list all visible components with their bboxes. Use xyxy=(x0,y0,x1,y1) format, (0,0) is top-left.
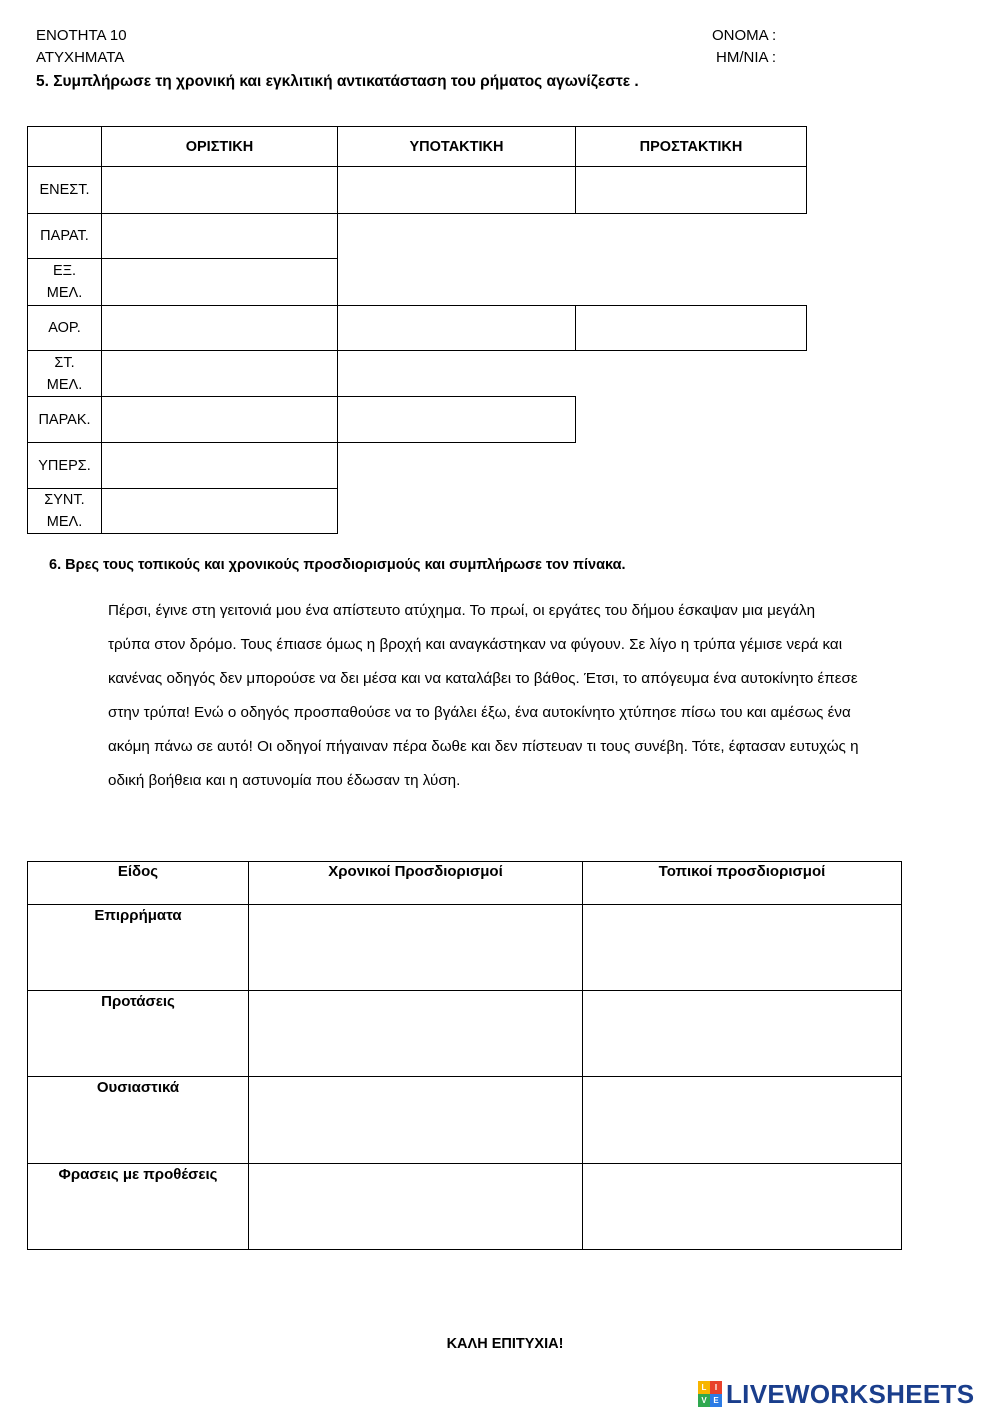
story-paragraph xyxy=(108,594,968,798)
answer-ex-mel-oristiki[interactable] xyxy=(102,259,337,305)
answer-protaseis-chronikoi[interactable] xyxy=(249,991,582,1076)
answer-ousiastika-topikoi[interactable] xyxy=(583,1077,901,1163)
topic-label: ΑΤΥΧΗΜΑΤΑ xyxy=(36,49,125,66)
answer-enest-oristiki[interactable] xyxy=(102,167,337,213)
unit-label: ΕΝΟΤΗΤΑ 10 xyxy=(36,27,127,44)
row-synt-mel-line1: ΣΥΝΤ. xyxy=(44,492,85,508)
col-chronikoi: Χρονικοί Προσδιορισμοί xyxy=(328,863,503,880)
good-luck-footer: ΚΑΛΗ ΕΠΙΤΥΧΙΑ! xyxy=(446,1336,564,1352)
answer-parat-oristiki[interactable] xyxy=(102,214,337,258)
answer-yperso-oristiki[interactable] xyxy=(102,443,337,488)
answer-fraseis-chronikoi[interactable] xyxy=(249,1164,582,1249)
story-line: κανένας οδηγός δεν μπορούσε να δει μέσα και να καταλάβει το βάθος. Έτσι, το απόγευμα ένα αυτοκίνητο έπεσε xyxy=(108,670,858,687)
answer-ousiastika-chronikoi[interactable] xyxy=(249,1077,582,1163)
row-yperso: ΥΠΕΡΣ. xyxy=(38,457,91,474)
logo-mark-icon: L I V E xyxy=(698,1381,722,1407)
liveworksheets-logo xyxy=(698,1378,974,1410)
answer-aor-oristiki[interactable] xyxy=(102,306,337,350)
col-ypotaktiki: ΥΠΟΤΑΚΤΙΚΗ xyxy=(409,138,504,155)
row-epirrimata: Επιρρήματα xyxy=(94,907,182,924)
row-ex-mel-line2: ΜΕΛ. xyxy=(46,285,83,301)
col-oristiki: ΟΡΙΣΤΙΚΗ xyxy=(185,138,254,155)
row-synt-mel-line2: ΜΕΛ. xyxy=(46,514,83,530)
exercise6-title: 6. Βρες τους τοπικούς και χρονικούς προσδιορισμούς και συμπλήρωσε τον πίνακα. xyxy=(49,557,626,573)
answer-enest-ypotaktiki[interactable] xyxy=(338,167,575,213)
exercise5-title: 5. Συμπλήρωσε τη χρονική και εγκλιτική αντικατάσταση του ρήματος αγωνίζεστε . xyxy=(36,73,639,90)
answer-epirrimata-topikoi[interactable] xyxy=(583,905,901,990)
row-parak: ΠΑΡΑΚ. xyxy=(38,411,91,428)
col-prostaktiki: ΠΡΟΣΤΑΚΤΙΚΗ xyxy=(639,138,743,155)
answer-parak-ypotaktiki[interactable] xyxy=(338,397,575,442)
logo-text: LIVEWORKSHEETS xyxy=(726,1378,975,1409)
row-st-mel-line2: ΜΕΛ. xyxy=(46,376,83,393)
name-label: ΟΝΟΜΑ : xyxy=(712,27,777,44)
row-ex-mel-line1: ΕΞ. xyxy=(52,263,77,279)
row-synt-mel xyxy=(28,489,101,533)
row-enest: ΕΝΕΣΤ. xyxy=(39,182,90,198)
col-eidos: Είδος xyxy=(117,863,159,880)
row-aor: ΑΟΡ. xyxy=(48,320,81,336)
row-fraseis-protheseis: Φρασεις με προθέσεις xyxy=(58,1166,218,1183)
row-st-mel-line1: ΣΤ. xyxy=(54,354,75,371)
row-st-mel xyxy=(28,351,101,396)
story-line: Πέρσι, έγινε στη γειτονιά μου ένα απίστευτο ατύχημα. Το πρωί, οι εργάτες του δήμου έσκαψαν μια μεγάλη xyxy=(108,602,816,619)
date-label: ΗΜ/ΝΙΑ : xyxy=(716,49,777,66)
story-line: τρύπα στον δρόμο. Τους έπιασε όμως η βροχή και αναγκάστηκαν να φύγουν. Σε λίγο η τρύπα γέμισε νερά και xyxy=(108,636,843,653)
answer-epirrimata-chronikoi[interactable] xyxy=(249,905,582,990)
determiners-table xyxy=(27,861,902,1250)
row-ex-mel xyxy=(28,259,101,305)
answer-enest-prostaktiki[interactable] xyxy=(576,167,806,213)
row-ousiastika: Ουσιαστικά xyxy=(96,1079,180,1096)
answer-synt-mel-oristiki[interactable] xyxy=(102,489,337,533)
row-protaseis: Προτάσεις xyxy=(101,993,175,1010)
answer-st-mel-oristiki[interactable] xyxy=(102,351,337,396)
story-line: στην τρύπα! Ενώ ο οδηγός προσπαθούσε να το βγάλει έξω, ένα αυτοκίνητο χτύπησε πίσω του και αμέσως ένα xyxy=(108,704,851,721)
answer-aor-prostaktiki[interactable] xyxy=(576,306,806,350)
answer-fraseis-topikoi[interactable] xyxy=(583,1164,901,1249)
story-line: οδική βοήθεια και η αστυνομία που έδωσαν τη λύση. xyxy=(108,772,461,789)
answer-aor-ypotaktiki[interactable] xyxy=(338,306,575,350)
row-parat: ΠΑΡΑΤ. xyxy=(40,228,89,244)
col-topikoi: Τοπικοί προσδιορισμοί xyxy=(658,863,826,880)
answer-protaseis-topikoi[interactable] xyxy=(583,991,901,1076)
story-line: ακόμη πάνω σε αυτό! Οι οδηγοί πήγαιναν πέρα δωθε και δεν πίστευαν τι τους συνέβη. Τότε, έφτασαν ευτυχώς η xyxy=(108,738,859,755)
conjugation-table xyxy=(27,126,807,534)
answer-parak-oristiki[interactable] xyxy=(102,397,337,442)
